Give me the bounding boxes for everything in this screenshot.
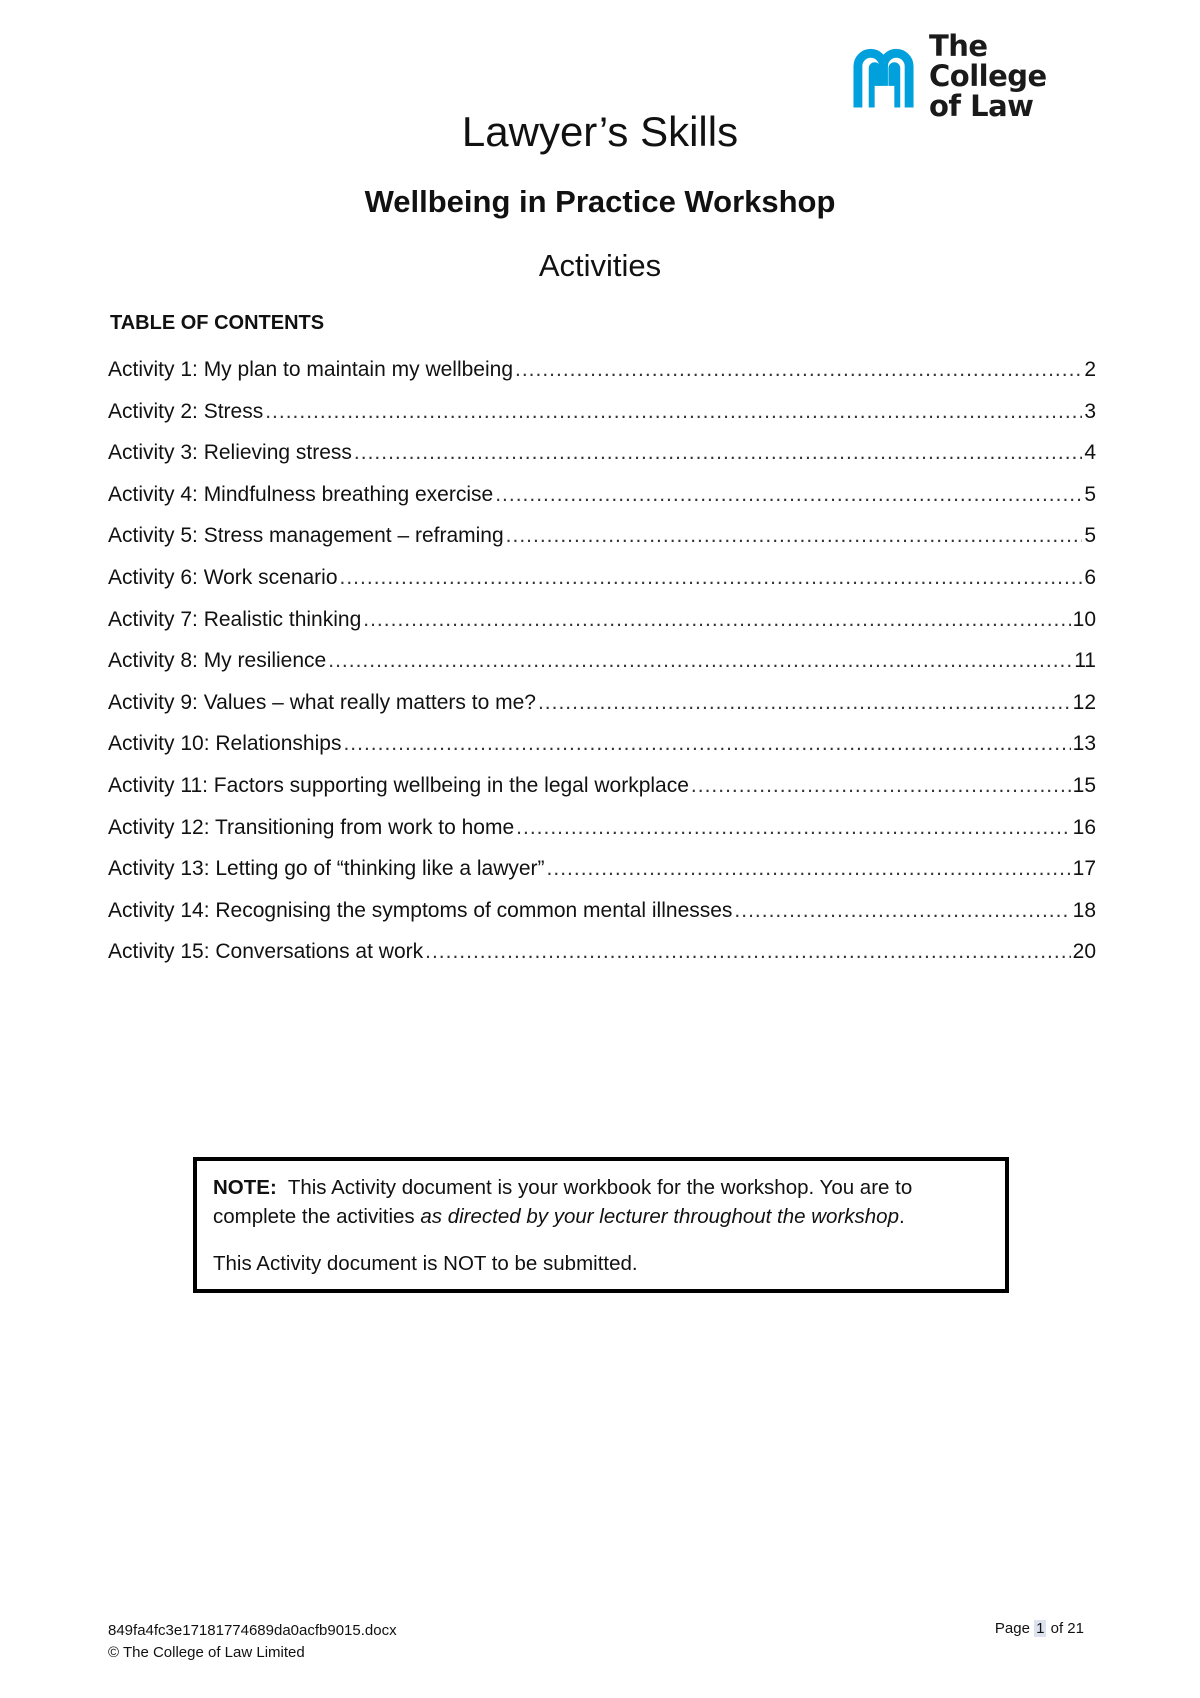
footer-copyright: © The College of Law Limited [108,1644,305,1661]
toc-entry[interactable] [108,566,1096,608]
toc-entry[interactable] [108,899,1096,941]
toc-entry-page: 2 [1084,358,1096,381]
college-logo-mark-icon [852,42,917,110]
toc-entry[interactable] [108,732,1096,774]
toc-leader [328,649,1072,673]
toc-entry-label: Activity 11: Factors supporting wellbeing in the legal workplace [108,773,689,797]
page-prefix: Page [994,1620,1030,1637]
toc-entry[interactable] [108,608,1096,650]
toc-entry-label: Activity 5: Stress management – reframing [108,524,504,548]
toc-leader [495,483,1082,507]
toc-entry-label: Activity 13: Letting go of “thinking like a lawyer” [108,857,545,881]
document-subtitle: Wellbeing in Practice Workshop [364,184,836,219]
toc-leader [343,732,1070,756]
toc-leader [547,857,1071,881]
toc-entry-label: Activity 4: Mindfulness breathing exercise [108,482,494,506]
toc-entry-page: 10 [1072,607,1096,631]
toc-entry[interactable] [108,400,1096,442]
toc-entry[interactable] [108,857,1096,899]
toc-leader [538,691,1071,715]
toc-entry-label: Activity 10: Relationships [108,732,342,756]
toc-entry-label: Activity 8: My resilience [108,649,327,673]
toc-entry[interactable] [108,649,1096,691]
toc-entry-page: 4 [1084,441,1096,465]
toc-entry-label: Activity 9: Values – what really matters to me? [108,690,536,714]
page-current: 1 [1036,1620,1045,1637]
toc-leader [506,524,1083,548]
note-paragraph [213,1173,989,1231]
toc-entry-label: Activity 15: Conversations at work [108,940,424,964]
toc-leader [516,816,1070,840]
logo-line2: of Law [928,89,1034,123]
note-text-start: This Activity document is your workbook for the workshop. You are to complete the activities [213,1176,913,1228]
section-title: Activities [538,248,662,283]
page-indicator [995,1620,1084,1637]
note-text-italic: as directed by your lecturer throughout the workshop [420,1205,899,1228]
toc-entry[interactable] [108,524,1096,566]
note-box [193,1157,1009,1293]
footer-filename: 849fa4fc3e17181774689da0acfb9015.docx [108,1622,397,1639]
toc-entry-label: Activity 14: Recognising the symptoms of common mental illnesses [108,898,733,922]
document-title: Lawyer’s Skills [461,108,739,155]
toc-entry-page: 3 [1084,399,1096,423]
toc-leader [691,774,1071,798]
college-logo [852,29,1112,123]
toc-entry-label: Activity 1: My plan to maintain my wellbeing [108,358,513,381]
toc-entry-label: Activity 12: Transitioning from work to home [108,815,515,839]
toc-entry[interactable] [108,358,1096,400]
toc-entry-page: 17 [1072,857,1096,881]
note-label: NOTE: [213,1176,277,1199]
toc-entry-label: Activity 2: Stress [108,399,264,423]
toc-entry[interactable] [108,816,1096,858]
toc-entry-page: 15 [1072,773,1096,797]
toc-entry-page: 5 [1084,482,1096,506]
toc-entry-label: Activity 3: Relieving stress [108,441,352,465]
toc-entry-page: 5 [1084,524,1096,548]
toc-leader [340,566,1083,590]
toc-entry-label: Activity 6: Work scenario [108,565,338,589]
table-of-contents [108,358,1096,982]
toc-entry[interactable] [108,940,1096,982]
page-suffix: of 21 [1050,1620,1084,1637]
toc-entry-page: 6 [1084,565,1096,589]
note-line2: This Activity document is NOT to be submitted. [213,1252,638,1275]
toc-leader [265,400,1082,424]
toc-entry-page: 20 [1072,940,1096,964]
toc-entry[interactable] [108,691,1096,733]
toc-entry[interactable] [108,483,1096,525]
toc-entry-page: 11 [1074,649,1096,673]
toc-entry[interactable] [108,441,1096,483]
toc-leader [734,899,1070,923]
toc-entry[interactable] [108,774,1096,816]
logo-line1: The College [928,29,1047,93]
toc-leader [515,358,1082,382]
toc-leader [363,608,1070,632]
footer-left [108,1620,397,1664]
toc-heading: TABLE OF CONTENTS [110,312,325,334]
toc-entry-page: 18 [1072,898,1096,922]
note-text-end: . [898,1205,905,1228]
toc-entry-page: 12 [1072,690,1096,714]
toc-entry-page: 13 [1072,732,1096,756]
toc-entry-label: Activity 7: Realistic thinking [108,607,362,631]
toc-leader [425,940,1071,964]
toc-entry-page: 16 [1072,815,1096,839]
toc-leader [354,441,1082,465]
